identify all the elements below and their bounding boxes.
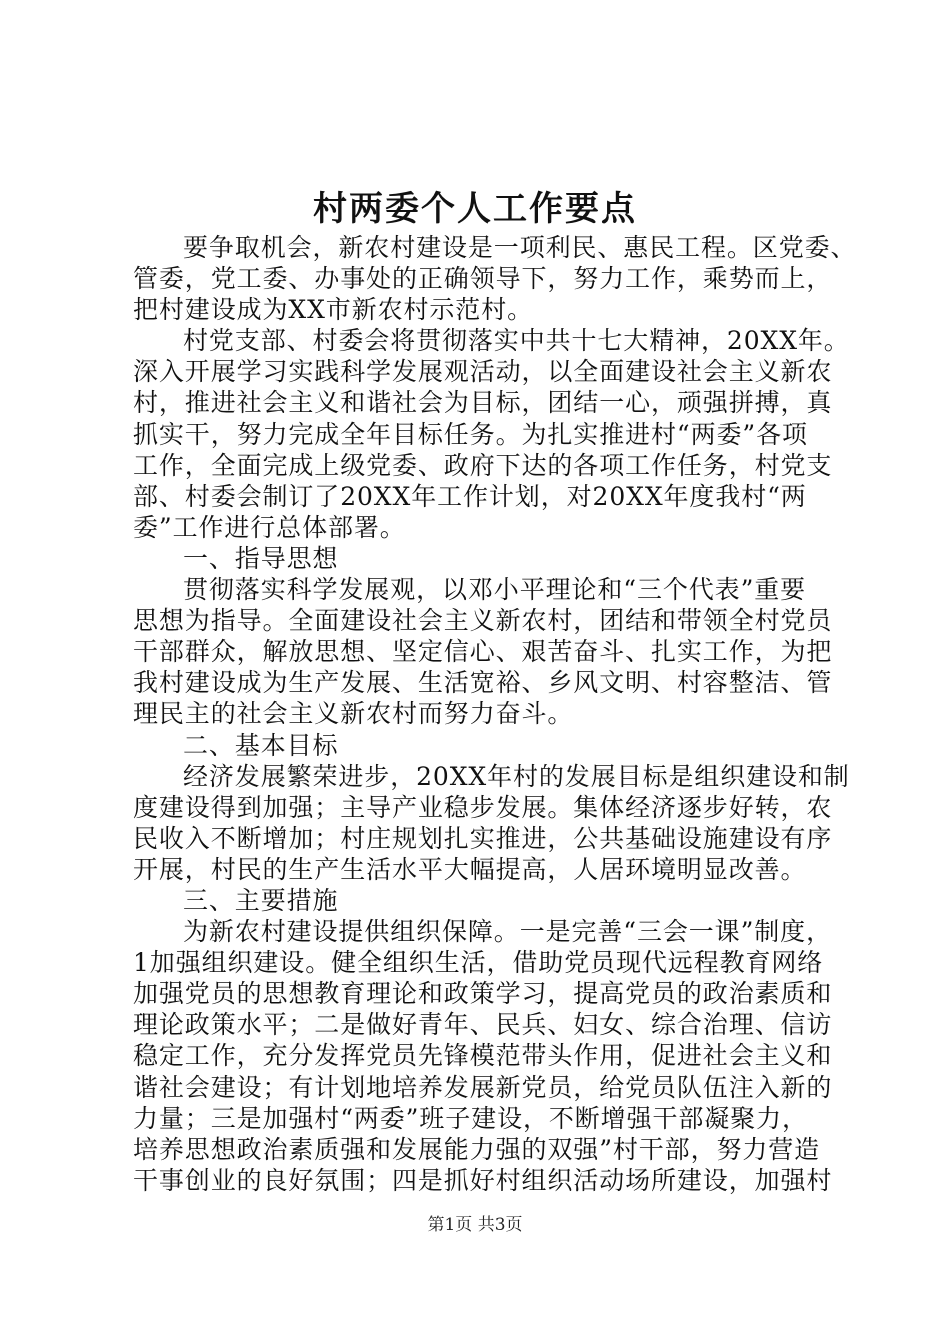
text-line: 管委，党工委、办事处的正确领导下，努力工作，乘势而上， <box>133 264 833 294</box>
text-line: 我村建设成为生产发展、生活宽裕、乡风文明、村容整洁、管 <box>133 668 833 698</box>
text-line: 培养思想政治素质强和发展能力强的双强”村干部，努力营造 <box>133 1134 821 1164</box>
page-footer: 第1页 共3页 <box>427 1215 523 1235</box>
document-body <box>133 232 857 1196</box>
text-line: 一、指导思想 <box>183 543 339 573</box>
text-line: 干部群众，解放思想、坚定信心、艰苦奋斗、扎实工作，为把 <box>133 637 833 667</box>
text-line: 力量；三是加强村“两委”班子建设，不断增强干部凝聚力， <box>133 1103 808 1133</box>
text-line: 干事创业的良好氛围；四是抓好村组织活动场所建设，加强村 <box>133 1165 833 1195</box>
text-line: 要争取机会，新农村建设是一项利民、惠民工程。区党委、 <box>183 233 857 262</box>
text-line: 加强党员的思想教育理论和政策学习，提高党员的政治素质和 <box>133 979 833 1009</box>
text-line: 为新农村建设提供组织保障。一是完善“三会一课”制度， <box>183 917 832 947</box>
text-line: 谐社会建设；有计划地培养发展新党员，给党员队伍注入新的 <box>133 1072 833 1102</box>
document-title: 村两委个人工作要点 <box>313 189 637 229</box>
text-line: 理民主的社会主义新农村而努力奋斗。 <box>133 699 574 729</box>
text-line: 二、基本目标 <box>183 730 339 760</box>
text-line: 思想为指导。全面建设社会主义新农村，团结和带领全村党员 <box>133 606 833 636</box>
text-line: 村，推进社会主义和谐社会为目标，团结一心，顽强拼搏，真 <box>133 388 833 418</box>
text-line: 工作，全面完成上级党委、政府下达的各项工作任务，村党支 <box>133 450 833 480</box>
text-line: 民收入不断增加；村庄规划扎实推进，公共基础设施建设有序 <box>133 823 833 853</box>
text-line: 经济发展繁荣进步，20XX年村的发展目标是组织建设和制 <box>183 761 850 791</box>
text-line: 理论政策水平；二是做好青年、民兵、妇女、综合治理、信访 <box>133 1010 833 1040</box>
text-line: 度建设得到加强；主导产业稳步发展。集体经济逐步好转，农 <box>133 792 833 822</box>
text-line: 村党支部、村委会将贯彻落实中共十七大精神，20XX年。 <box>183 326 850 356</box>
text-line: 开展，村民的生产生活水平大幅提高，人居环境明显改善。 <box>133 854 807 884</box>
text-line: 抓实干，努力完成全年目标任务。为扎实推进村“两委”各项 <box>133 419 808 449</box>
text-line: 深入开展学习实践科学发展观活动，以全面建设社会主义新农 <box>133 357 833 387</box>
text-line: 1加强组织建设。健全组织生活，借助党员现代远程教育网络 <box>133 948 824 978</box>
text-line: 委”工作进行总体部署。 <box>133 512 406 542</box>
text-line: 把村建设成为XX市新农村示范村。 <box>133 295 533 325</box>
text-line: 稳定工作，充分发挥党员先锋模范带头作用，促进社会主义和 <box>133 1041 833 1071</box>
text-line: 贯彻落实科学发展观，以邓小平理论和“三个代表”重要 <box>183 575 807 605</box>
text-line: 部、村委会制订了20XX年工作计划，对20XX年度我村“两 <box>133 481 807 511</box>
text-line: 三、主要措施 <box>183 885 339 915</box>
